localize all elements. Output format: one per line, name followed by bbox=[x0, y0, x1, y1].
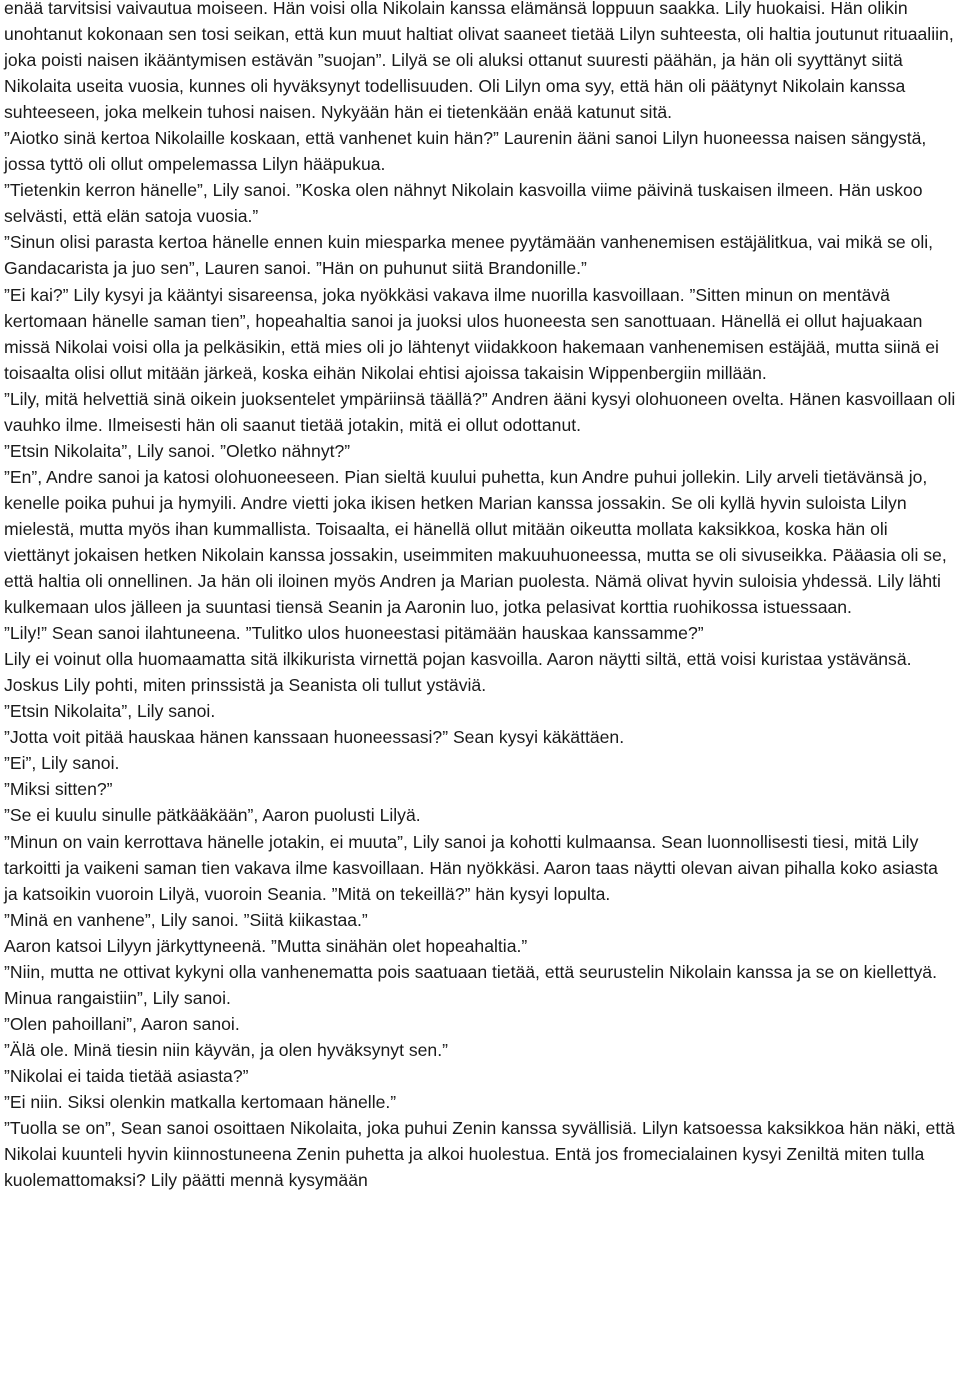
paragraph: ”Minä en vanhene”, Lily sanoi. ”Siitä kiikastaa.” bbox=[4, 909, 368, 930]
paragraph: ”Minun on vain kerrottava hänelle jotakin, ei muuta”, Lily sanoi ja kohotti kulmaansa. Sean luonnollisesti tiesi, mitä Lily tarkoitti ja vaikeni saman tien vakava ilme kasvoillaan. Hän nyökkäsi. Aaron taas näytti olevan aivan pihalla koko asiasta ja katsoikin vuoroin Lilyä, vuoroin Seania. ”Mitä on tekeillä?” hän kysyi lopulta. bbox=[4, 831, 938, 904]
paragraph: ”Tuolla se on”, Sean sanoi osoittaen Nikolaita, joka puhui Zenin kanssa syvällisiä. Lilyn katsoessa kaksikkoa hän näki, että Nikolai kuunteli hyvin kiinnostuneena Zenin puhetta ja alkoi huolestua. Entä jos fromecialainen kysyi Zeniltä miten tulla kuolemattomaksi? Lily päätti mennä kysymään bbox=[4, 1118, 955, 1191]
paragraph: Lily ei voinut olla huomaamatta sitä ilkikurista virnettä pojan kasvoilla. Aaron näytti siltä, että voisi kuristaa ystävänsä. Joskus Lily pohti, miten prinssistä ja Seanista oli tullut ystäviä. bbox=[4, 649, 912, 696]
paragraph: ”Ei”, Lily sanoi. bbox=[4, 753, 120, 774]
paragraph: ”Olen pahoillani”, Aaron sanoi. bbox=[4, 1013, 240, 1034]
paragraph: Aaron katsoi Lilyyn järkyttyneenä. ”Mutta sinähän olet hopeahaltia.” bbox=[4, 935, 528, 956]
paragraph: ”Etsin Nikolaita”, Lily sanoi. bbox=[4, 701, 216, 722]
paragraph: ”Lily, mitä helvettiä sinä oikein juoksentelet ympäriinsä täällä?” Andren ääni kysyi olohuoneen ovelta. Hänen kasvoillaan oli vauhko ilme. Ilmeisesti hän oli saanut tietää jotakin, mitä ei ollut odottanut. bbox=[4, 388, 956, 435]
paragraph: ”Ei niin. Siksi olenkin matkalla kertomaan hänelle.” bbox=[4, 1091, 397, 1112]
paragraph: ”Aiotko sinä kertoa Nikolaille koskaan, että vanhenet kuin hän?” Laurenin ääni sanoi Lilyn huoneessa naisen sängystä, jossa tyttö oli ollut ompelemassa Lilyn hääpukua. bbox=[4, 128, 927, 175]
paragraph: ”Se ei kuulu sinulle pätkääkään”, Aaron puolusti Lilyä. bbox=[4, 805, 421, 826]
paragraph: ”Sinun olisi parasta kertoa hänelle ennen kuin miesparka menee pyytämään vanhenemisen estäjälitkua, vai mikä se oli, Gandacarista ja juo sen”, Lauren sanoi. ”Hän on puhunut siitä Brandonille.” bbox=[4, 232, 934, 279]
paragraph: ”Ei kai?” Lily kysyi ja kääntyi sisareensa, joka nyökkäsi vakava ilme nuorilla kasvoillaan. ”Sitten minun on mentävä kertomaan hänelle saman tien”, hopeahaltia sanoi ja juoksi ulos huoneesta sen sanottuaan. Hänellä ei ollut hajuakaan missä Nikolai voisi olla ja pelkäsikin, että mies oli jo lähtenyt viidakkoon hakemaan vanhenemisen estäjää, mutta siinä ei toisaalta olisi ollut mitään järkeä, koska eihän Nikolai ehtisi ajoissa takaisin Wippenbergiin millään. bbox=[4, 284, 939, 383]
paragraph: ”Älä ole. Minä tiesin niin käyvän, ja olen hyväksynyt sen.” bbox=[4, 1039, 448, 1060]
paragraph: ”Etsin Nikolaita”, Lily sanoi. ”Oletko nähnyt?” bbox=[4, 440, 351, 461]
paragraph: ”En”, Andre sanoi ja katosi olohuoneeseen. Pian sieltä kuului puhetta, kun Andre puhui jollekin. Lily arveli tietävänsä jo, kenelle poika puhui ja hymyili. Andre vietti joka ikisen hetken Marian kanssa jossakin. Se oli kyllä hyvin suloista Lilyn mielestä, mutta myös ihan kummallista. Toisaalta, ei hänellä ollut mitään oikeutta mollata kaksikkoa, koska hän oli viettänyt jokaisen hetken Nikolain kanssa jossakin, useimmiten makuuhuoneessa, mutta se oli sivuseikka. Pääasia oli se, että haltia oli onnellinen. Ja hän oli iloinen myös Andren ja Marian puolesta. Nämä olivat hyvin suloisia yhdessä. Lily lähti kulkemaan ulos jälleen ja suuntasi tiensä Seanin ja Aaronin luo, jotka pelasivat korttia ruohikossa istuessaan. bbox=[4, 466, 947, 618]
paragraph: ”Nikolai ei taida tietää asiasta?” bbox=[4, 1065, 249, 1086]
paragraph: ”Jotta voit pitää hauskaa hänen kanssaan huoneessasi?” Sean kysyi käkättäen. bbox=[4, 727, 625, 748]
document-page bbox=[4, 0, 956, 1193]
paragraph: ”Miksi sitten?” bbox=[4, 779, 113, 800]
paragraph: ”Tietenkin kerron hänelle”, Lily sanoi. ”Koska olen nähnyt Nikolain kasvoilla viime päivinä tuskaisen ilmeen. Hän uskoo selvästi, että elän satoja vuosia.” bbox=[4, 180, 923, 227]
paragraph: enää tarvitsisi vaivautua moiseen. Hän voisi olla Nikolain kanssa elämänsä loppuun saakka. Lily huokaisi. Hän olikin unohtanut kokonaan sen tosi seikan, että kun muut haltiat olivat saaneet tietää Lilyn suhteesta, oli haltia joutunut rituaaliin, joka poisti naisen ikääntymisen estävän ”suojan”. Lilyä se oli aluksi ottanut suuresti päähän, ja hän oli syyttänyt siitä Nikolaita useita vuosia, kunnes oli hyväksynyt todellisuuden. Oli Lilyn oma syy, että hän oli päätynyt Nikolain kanssa suhteeseen, joka melkein tuhosi naisen. Nykyään hän ei tietenkään enää katunut sitä. bbox=[4, 0, 954, 123]
paragraph: ”Lily!” Sean sanoi ilahtuneena. ”Tulitko ulos huoneestasi pitämään hauskaa kanssamme?” bbox=[4, 623, 704, 644]
paragraph: ”Niin, mutta ne ottivat kykyni olla vanhenematta pois saatuaan tietää, että seurustelin Nikolain kanssa ja se on kiellettyä. Minua rangaistiin”, Lily sanoi. bbox=[4, 961, 937, 1008]
